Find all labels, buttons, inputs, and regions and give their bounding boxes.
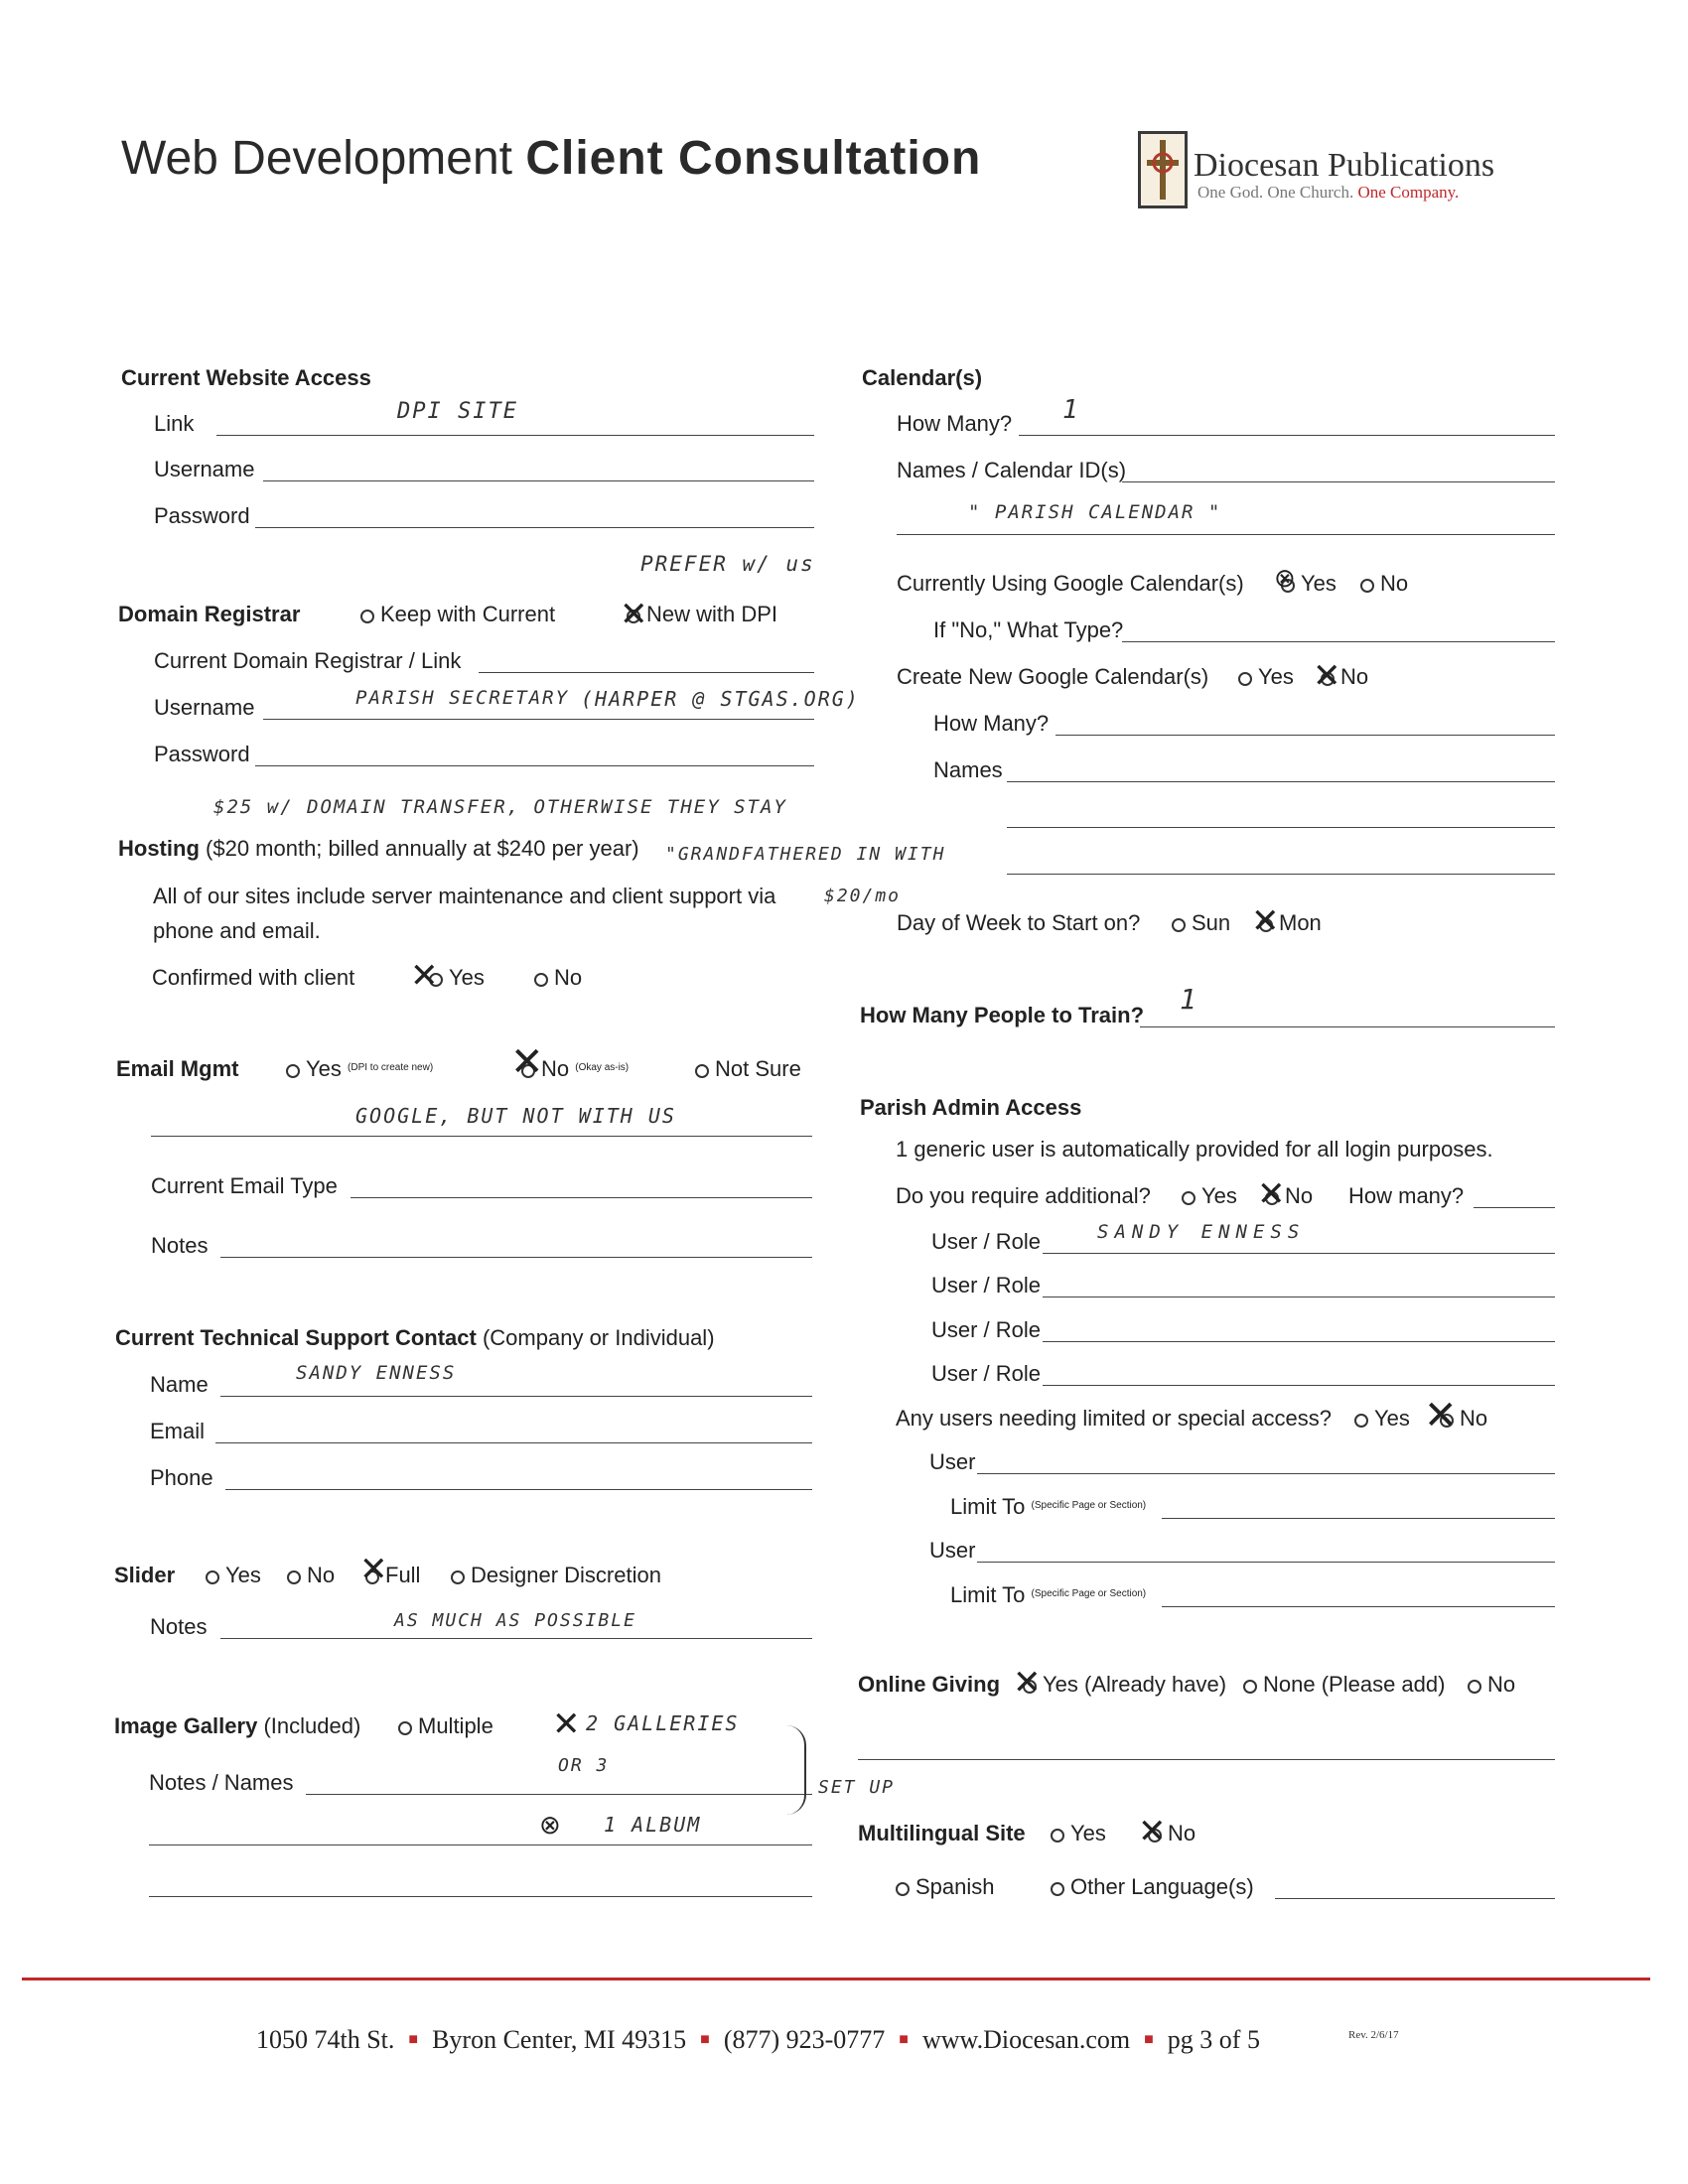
spanish-radio[interactable]: Spanish: [896, 1874, 995, 1900]
create-label: Create New Google Calendar(s): [897, 664, 1209, 689]
slider-designer-radio[interactable]: Designer Discretion: [451, 1563, 661, 1588]
support-name-value: SANDY ENNESS: [296, 1362, 457, 1384]
slider-notes-field[interactable]: [220, 1638, 812, 1639]
domain-password-field[interactable]: [255, 765, 814, 766]
support-phone-field[interactable]: [225, 1489, 812, 1490]
gallery-multiple-radio[interactable]: Multiple: [398, 1713, 493, 1739]
email-notsure-radio[interactable]: Not Sure: [695, 1056, 801, 1082]
hosting-desc-2: phone and email.: [153, 918, 321, 943]
gallery-hand-1: 2 GALLERIES: [586, 1711, 740, 1735]
confirmed-no-radio[interactable]: No: [534, 965, 582, 991]
slider-no-radio[interactable]: No: [287, 1563, 335, 1588]
role-3-field[interactable]: [1043, 1341, 1555, 1342]
domain-username-field[interactable]: [263, 719, 814, 720]
if-no-label: If "No," What Type?: [933, 617, 1124, 642]
cal-names-value: " PARISH CALENDAR ": [968, 501, 1222, 523]
google-yes-radio[interactable]: Yes: [1281, 571, 1336, 597]
calendar-heading: Calendar(s): [862, 365, 983, 390]
check-mark-icon: ✕: [359, 1550, 388, 1589]
cal-how-many-value: 1: [1062, 395, 1080, 425]
user-2-field[interactable]: [977, 1562, 1555, 1563]
giving-heading: Online Giving: [858, 1672, 1001, 1697]
limit-1-field[interactable]: [1162, 1518, 1555, 1519]
support-name-field[interactable]: [220, 1396, 812, 1397]
gallery-notes-field[interactable]: [306, 1794, 812, 1795]
check-mark-icon: ✕: [1424, 1393, 1458, 1438]
create-no-radio[interactable]: No: [1321, 664, 1368, 690]
dow-label: Day of Week to Start on?: [897, 910, 1141, 935]
limit-1-label: Limit To $^{(Specific Page or Section)}$: [950, 1494, 1147, 1519]
check-mark-icon: ✕: [1013, 1663, 1042, 1703]
slider-notes-label: Notes: [150, 1614, 208, 1639]
limit-2-field[interactable]: [1162, 1606, 1555, 1607]
role-2-label: User / Role: [931, 1273, 1042, 1297]
role-4-field[interactable]: [1043, 1385, 1555, 1386]
registrar-field[interactable]: [479, 672, 814, 673]
support-email-field[interactable]: [215, 1442, 812, 1443]
hosting-heading: Hosting ($20 month; billed annually at $240 per year): [118, 836, 639, 861]
multilingual-no-radio[interactable]: No: [1148, 1821, 1196, 1846]
footer-page: pg 3 of 5: [1167, 2025, 1260, 2054]
google-no-radio[interactable]: No: [1360, 571, 1408, 597]
confirmed-yes-radio[interactable]: Yes: [429, 965, 485, 991]
hosting-note-2: "GRANDFATHERED IN WITH: [665, 844, 946, 865]
other-language-radio[interactable]: Other Language(s): [1051, 1874, 1254, 1900]
username-label: Username: [154, 457, 255, 481]
check-mark-icon: ⊗: [539, 1811, 561, 1841]
role-1-field[interactable]: [1043, 1253, 1555, 1254]
title-light: Web Development: [121, 132, 512, 185]
password-label: Password: [154, 503, 250, 528]
multilingual-heading: Multilingual Site: [858, 1821, 1026, 1845]
email-notes-label: Notes: [151, 1233, 209, 1258]
google-label: Currently Using Google Calendar(s): [897, 571, 1244, 596]
giving-add-radio[interactable]: None (Please add): [1243, 1672, 1445, 1698]
email-type-field[interactable]: [351, 1197, 812, 1198]
email-note-field[interactable]: [151, 1136, 812, 1137]
username-field[interactable]: [263, 480, 814, 481]
role-1-value: SANDY ENNESS: [1097, 1221, 1306, 1243]
footer-divider: [22, 1978, 1650, 1980]
how-many-field[interactable]: [1474, 1207, 1555, 1208]
link-value: DPI SITE: [397, 399, 518, 424]
cal-names2-field-2[interactable]: [1007, 827, 1555, 828]
website-access-heading: Current Website Access: [121, 365, 371, 390]
hosting-note-3: $20/mo: [824, 886, 902, 906]
cal-names-label: Names / Calendar ID(s): [897, 458, 1127, 482]
email-yes-radio[interactable]: Yes $^{(DPI to create new)}$: [286, 1056, 433, 1082]
cal-how-many-field[interactable]: [1019, 435, 1555, 436]
slider-heading: Slider: [114, 1563, 176, 1587]
support-heading: Current Technical Support Contact (Company or Individual): [115, 1325, 715, 1350]
limited-no-radio[interactable]: No: [1440, 1406, 1487, 1432]
domain-username-value: PARISH SECRETARY: [355, 687, 570, 709]
cal-names-field-2[interactable]: [897, 534, 1555, 535]
slider-full-radio[interactable]: Full: [365, 1563, 420, 1588]
role-1-label: User / Role: [931, 1229, 1042, 1254]
cal-names2-label: Names: [933, 757, 1003, 782]
check-mark-icon: ✕: [410, 956, 439, 996]
dow-sun-radio[interactable]: Sun: [1172, 910, 1230, 936]
footer-address: 1050 74th St.: [256, 2025, 395, 2054]
gallery-setup: SET UP: [818, 1777, 896, 1798]
keep-current-radio[interactable]: Keep with Current: [360, 602, 555, 627]
dow-mon-radio[interactable]: Mon: [1259, 910, 1322, 936]
check-mark-icon: ✕: [1313, 656, 1341, 696]
giving-have-radio[interactable]: Yes (Already have): [1023, 1672, 1226, 1698]
gallery-notes-field-3[interactable]: [149, 1896, 812, 1897]
cal-names2-field[interactable]: [1007, 781, 1555, 782]
slider-yes-radio[interactable]: Yes: [206, 1563, 261, 1588]
require-no-radio[interactable]: No: [1265, 1183, 1313, 1209]
check-mark-icon: ✕: [1138, 1812, 1167, 1851]
cal-how-many2-field[interactable]: [1055, 735, 1555, 736]
cal-names2-field-3[interactable]: [1007, 874, 1555, 875]
hosting-note: $25 w/ DOMAIN TRANSFER, OTHERWISE THEY STAY: [213, 796, 787, 818]
logo-cross-icon: [1138, 131, 1188, 208]
user-1-field[interactable]: [977, 1473, 1555, 1474]
admin-desc: 1 generic user is automatically provided for all login purposes.: [896, 1137, 1493, 1161]
new-dpi-radio[interactable]: New with DPI: [627, 602, 777, 627]
check-mark-icon: ✕: [1257, 1174, 1286, 1214]
password-field[interactable]: [255, 527, 814, 528]
logo-tagline: One God. One Church. One Company.: [1197, 183, 1460, 202]
slider-notes-value: AS MUCH AS POSSIBLE: [394, 1610, 636, 1631]
check-mark-icon: ✕: [620, 595, 648, 634]
limited-yes-radio[interactable]: Yes: [1354, 1406, 1410, 1432]
email-handwritten: GOOGLE, BUT NOT WITH US: [355, 1104, 676, 1128]
giving-field[interactable]: [858, 1759, 1555, 1760]
footer-rev: Rev. 2/6/17: [1348, 2029, 1399, 2041]
registrar-label: Current Domain Registrar / Link: [154, 648, 462, 673]
email-type-label: Current Email Type: [151, 1173, 338, 1198]
giving-no-radio[interactable]: No: [1468, 1672, 1515, 1698]
train-field[interactable]: [1140, 1026, 1555, 1027]
link-field[interactable]: [216, 435, 814, 436]
footer-web: www.Diocesan.com: [921, 2025, 1131, 2054]
gallery-notes-label: Notes / Names: [149, 1770, 294, 1795]
check-mark-icon: ✕: [552, 1705, 581, 1744]
footer-city: Byron Center, MI 49315: [432, 2025, 687, 2054]
user-1-label: User: [929, 1449, 976, 1474]
train-heading: How Many People to Train?: [860, 1003, 1145, 1027]
email-notes-field[interactable]: [220, 1257, 812, 1258]
domain-password-label: Password: [154, 742, 250, 766]
title-bold: Client Consultation: [525, 132, 982, 185]
support-email-label: Email: [150, 1419, 206, 1443]
role-3-label: User / Role: [931, 1317, 1042, 1342]
check-mark-icon: ✕: [510, 1039, 544, 1085]
domain-heading: Domain Registrar: [118, 602, 301, 626]
domain-note: PREFER w/ us: [640, 552, 815, 576]
confirmed-label: Confirmed with client: [152, 965, 355, 990]
support-name-label: Name: [150, 1372, 209, 1397]
create-yes-radio[interactable]: Yes: [1238, 664, 1294, 690]
check-mark-icon: ✕: [1251, 901, 1280, 941]
other-language-field[interactable]: [1275, 1898, 1555, 1899]
user-2-label: User: [929, 1538, 976, 1563]
require-yes-radio[interactable]: Yes: [1182, 1183, 1237, 1209]
footer-phone: (877) 923-0777: [723, 2025, 886, 2054]
logo-name: Diocesan Publications: [1194, 147, 1495, 184]
role-4-label: User / Role: [931, 1361, 1042, 1386]
how-many-label: How many?: [1348, 1183, 1465, 1208]
domain-username-label: Username: [154, 695, 255, 720]
gallery-heading: Image Gallery (Included): [114, 1713, 361, 1738]
brace-mark: [784, 1725, 806, 1815]
link-label: Link: [154, 411, 195, 436]
email-heading: Email Mgmt: [116, 1056, 239, 1081]
gallery-notes-field-2[interactable]: [149, 1844, 812, 1845]
limit-2-label: Limit To $^{(Specific Page or Section)}$: [950, 1582, 1147, 1607]
cal-names-field[interactable]: [1122, 481, 1555, 482]
admin-heading: Parish Admin Access: [860, 1095, 1082, 1120]
limited-label: Any users needing limited or special access?: [896, 1406, 1333, 1431]
page-title: [121, 131, 981, 186]
train-value: 1: [1180, 983, 1198, 1016]
cal-how-many2-label: How Many?: [933, 711, 1050, 736]
cal-how-many-label: How Many?: [897, 411, 1013, 436]
email-no-radio[interactable]: No $^{(Okay as-is)}$: [521, 1056, 629, 1082]
gallery-hand-2: OR 3: [558, 1755, 610, 1776]
multilingual-yes-radio[interactable]: Yes: [1051, 1821, 1106, 1846]
require-label: Do you require additional?: [896, 1183, 1151, 1208]
footer: 1050 74th St. ■ Byron Center, MI 49315 ■ (877) 923-0777 ■ www.Diocesan.com ■ pg 3 of 5: [256, 2025, 1260, 2054]
if-no-field[interactable]: [1122, 641, 1555, 642]
hosting-desc-1: All of our sites include server maintenance and client support via: [153, 884, 776, 908]
domain-username-extra: (HARPER @ STGAS.ORG): [581, 687, 860, 711]
gallery-hand-3: 1 ALBUM: [604, 1813, 702, 1837]
check-mark-icon: ⊗: [1274, 564, 1296, 594]
support-phone-label: Phone: [150, 1465, 213, 1490]
